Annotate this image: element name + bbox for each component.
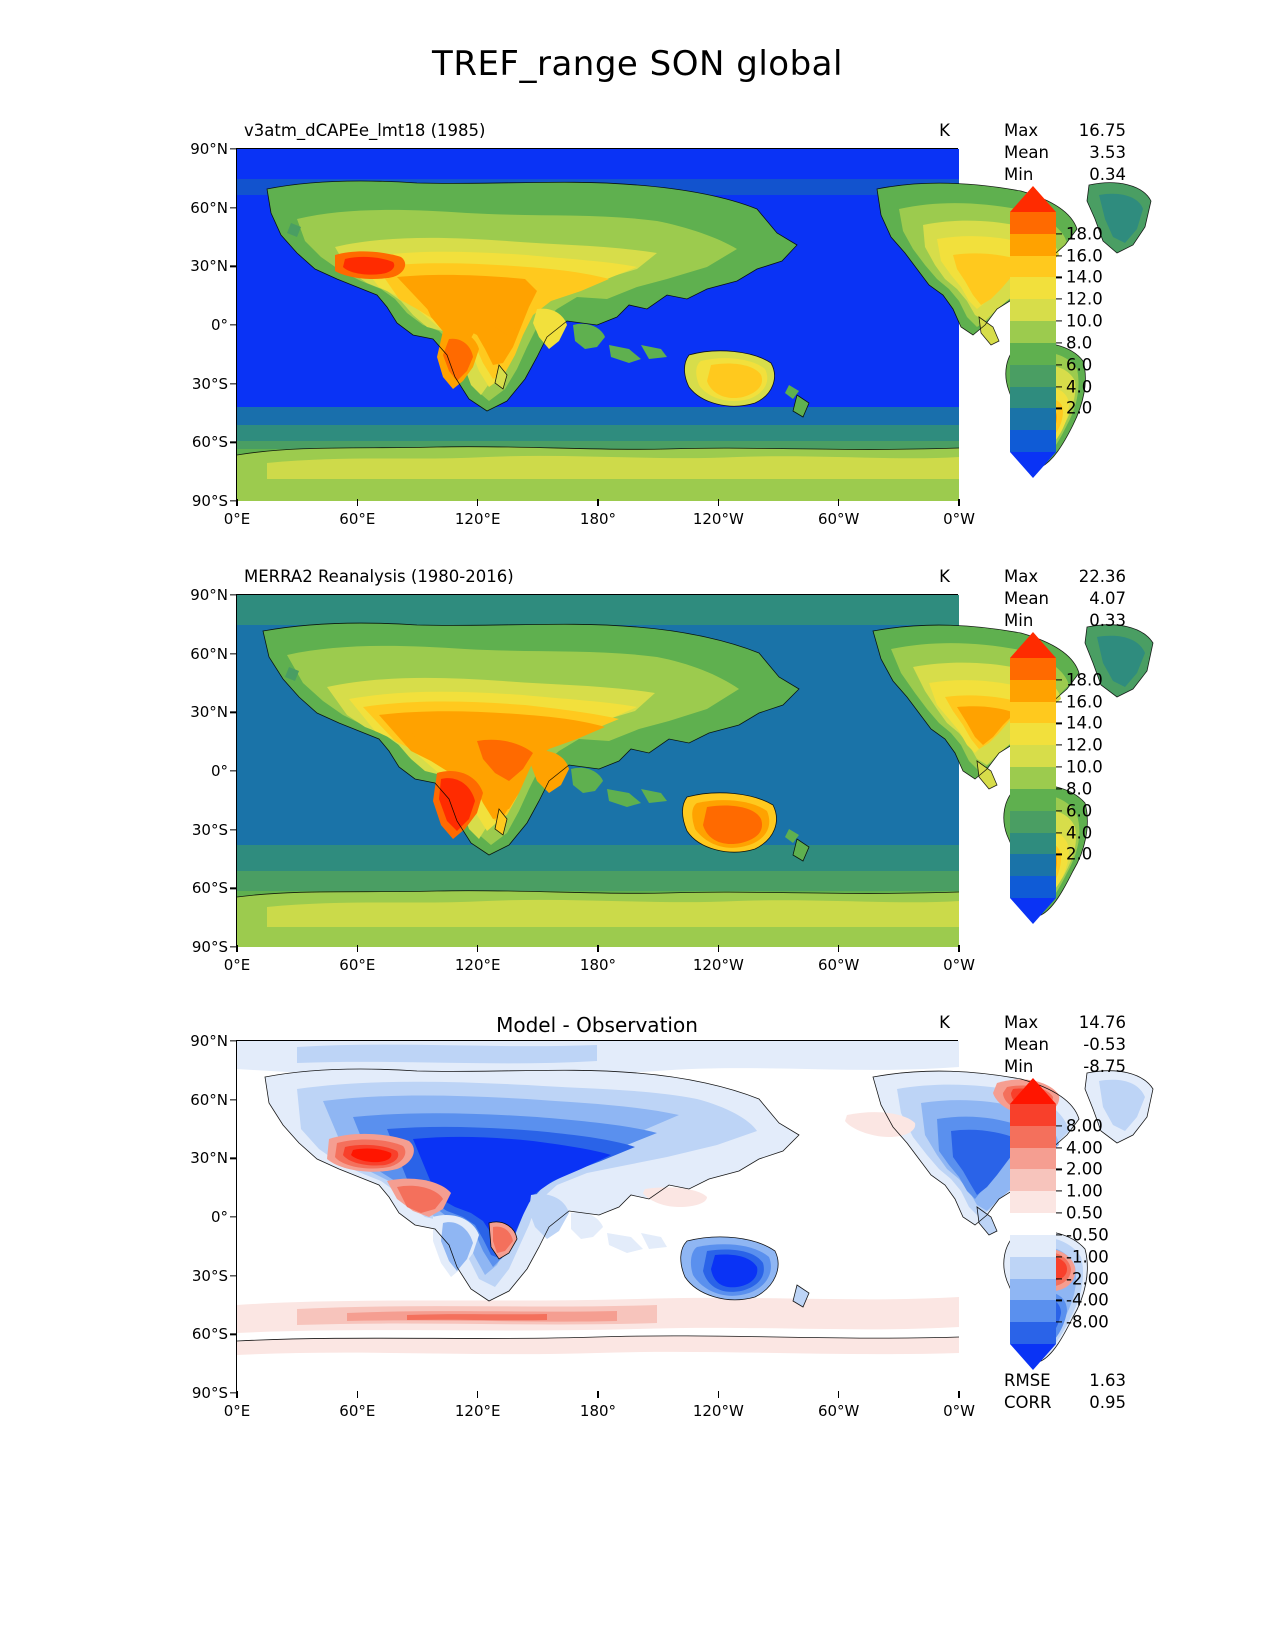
map-image-difference (237, 1041, 959, 1393)
colorbar-tick-label: 14.0 (1066, 267, 1103, 287)
colorbar-tick-label: 6.0 (1066, 801, 1093, 821)
colorbar-tick-mark (1056, 364, 1062, 365)
colorbar-tick-label: 16.0 (1066, 246, 1103, 266)
colorbar-segment (1010, 789, 1056, 811)
colorbar-tick-label: 2.0 (1066, 398, 1093, 418)
x-axis-tick-label: 180° (579, 510, 617, 528)
map-difference (190, 1032, 975, 1420)
colorbar-tick-label: 10.0 (1066, 311, 1103, 331)
y-axis-tick-label: 60°N (190, 198, 228, 217)
colorbar-segment (1010, 723, 1056, 745)
x-axis-tick-label: 0°W (943, 1402, 975, 1420)
y-axis-tick-mark (230, 1040, 237, 1041)
y-axis-tick-label: 60°S (191, 1325, 228, 1344)
x-axis-tick-label: 0°E (223, 510, 251, 528)
y-axis-tick-mark (230, 1334, 237, 1335)
stats-difference (1004, 1012, 1126, 1078)
x-axis-tick-mark (357, 945, 358, 952)
colorbar-extend-min-arrow (1010, 1344, 1056, 1370)
x-axis-tick-label: 0°E (223, 1402, 251, 1420)
stat-row (1004, 1034, 1126, 1056)
x-axis-tick-label: 0°W (943, 510, 975, 528)
y-axis-tick-mark (230, 1275, 237, 1276)
stat-row (1004, 1392, 1126, 1414)
y-axis-tick-mark (230, 266, 237, 267)
stat-label: Max (1004, 567, 1039, 586)
y-axis-tick-mark (230, 324, 237, 325)
stat-row (1004, 120, 1126, 142)
stat-label: Min (1004, 165, 1034, 184)
colorbar-segment (1010, 833, 1056, 855)
colorbar-tick-label: 12.0 (1066, 289, 1103, 309)
colorbar-segment (1010, 1126, 1056, 1148)
stat-label: Mean (1004, 143, 1049, 162)
x-axis-tick-mark (718, 499, 719, 506)
colorbar-segment (1010, 854, 1056, 876)
colorbar-tick-label: -0.50 (1066, 1225, 1109, 1245)
x-axis-tick-label: 120°E (454, 510, 501, 528)
y-axis-tick-mark (230, 1099, 237, 1100)
y-axis-tick-mark (230, 442, 237, 443)
panel-title-model: v3atm_dCAPEe_lmt18 (1985) (244, 121, 486, 140)
colorbar-segment (1010, 343, 1056, 365)
x-axis-tick-label: 120°W (692, 956, 744, 974)
colorbar-segment (1010, 745, 1056, 767)
colorbar-tick-label: -4.00 (1066, 1290, 1109, 1310)
colorbar-segment (1010, 430, 1056, 452)
colorbar-tick-mark (1056, 386, 1062, 387)
stat-label: Mean (1004, 1035, 1049, 1054)
colorbar-segment (1010, 212, 1056, 234)
y-axis-tick-label: 30°S (191, 1266, 228, 1285)
x-axis-tick-mark (958, 1391, 959, 1398)
stat-label: Mean (1004, 589, 1049, 608)
colorbar-segment (1010, 1257, 1056, 1279)
colorbar-tick-mark (1056, 679, 1062, 680)
colorbar-tick-label: 8.0 (1066, 333, 1093, 353)
stat-value: 14.76 (1078, 1013, 1126, 1032)
colorbar-observation (1010, 632, 1103, 924)
x-axis-tick-label: 180° (579, 956, 617, 974)
colorbar-segment (1010, 702, 1056, 724)
stat-label: CORR (1004, 1393, 1052, 1412)
y-axis-tick-mark (230, 829, 237, 830)
panel-unit-difference: K (939, 1013, 950, 1032)
x-axis-tick-label: 120°W (692, 510, 744, 528)
x-axis-tick-label: 0°W (943, 956, 975, 974)
y-axis-tick-mark (230, 770, 237, 771)
colorbar-segment (1010, 1191, 1056, 1213)
colorbar-segment (1010, 1279, 1056, 1301)
x-axis-tick-mark (838, 945, 839, 952)
colorbar-tick-label: 18.0 (1066, 670, 1103, 690)
stat-label: Max (1004, 121, 1039, 140)
x-axis-tick-label: 120°E (454, 1402, 501, 1420)
y-axis-tick-mark (230, 207, 237, 208)
colorbar-segment (1010, 1104, 1056, 1126)
colorbar-tick-label: 8.00 (1066, 1116, 1103, 1136)
x-axis-tick-label: 60°E (339, 1402, 376, 1420)
colorbar-segment (1010, 234, 1056, 256)
colorbar-tick-mark (1056, 299, 1062, 300)
colorbar-extend-max-arrow (1010, 186, 1056, 212)
x-axis-tick-label: 60°W (817, 956, 860, 974)
y-axis-tick-label: 90°S (191, 1384, 228, 1402)
colorbar-tick-mark (1056, 320, 1062, 321)
colorbar-tick-mark (1056, 1191, 1062, 1192)
colorbar-extend-min-arrow (1010, 452, 1056, 478)
stats-model (1004, 120, 1126, 186)
colorbar-tick-mark (1056, 1300, 1062, 1301)
y-axis-tick-label: 0° (210, 762, 228, 780)
stat-value: 3.53 (1089, 143, 1126, 162)
x-axis-tick-mark (357, 499, 358, 506)
y-axis-tick-mark (230, 1216, 237, 1217)
x-axis-tick-mark (477, 1391, 478, 1398)
stat-value: 0.95 (1089, 1393, 1126, 1412)
panel-unit-model: K (939, 121, 950, 140)
x-axis-tick-mark (597, 1391, 598, 1398)
y-axis-tick-mark (230, 712, 237, 713)
colorbar-tick-mark (1056, 277, 1062, 278)
stat-row (1004, 566, 1126, 588)
colorbar-tick-label: 10.0 (1066, 757, 1103, 777)
y-axis-tick-mark (230, 383, 237, 384)
x-axis-tick-mark (958, 499, 959, 506)
colorbar-tick-mark (1056, 788, 1062, 789)
colorbar-tick-label: -1.00 (1066, 1247, 1109, 1267)
colorbar-tick-label: 8.0 (1066, 779, 1093, 799)
stat-value: 1.63 (1089, 1371, 1126, 1390)
x-axis-tick-mark (958, 945, 959, 952)
x-axis-tick-mark (597, 945, 598, 952)
colorbar-segment (1010, 767, 1056, 789)
colorbar-segment (1010, 387, 1056, 409)
stat-row (1004, 610, 1126, 632)
x-axis-tick-label: 180° (579, 1402, 617, 1420)
x-axis-tick-mark (357, 1391, 358, 1398)
stat-label: Min (1004, 1057, 1034, 1076)
colorbar-tick-mark (1056, 701, 1062, 702)
stat-value: 4.07 (1089, 589, 1126, 608)
map-image-observation (237, 595, 959, 947)
stat-row (1004, 1370, 1126, 1392)
x-axis-tick-label: 60°E (339, 956, 376, 974)
colorbar-extend-max-arrow (1010, 632, 1056, 658)
x-axis-tick-label: 60°E (339, 510, 376, 528)
colorbar-segment (1010, 1300, 1056, 1322)
y-axis-tick-mark (230, 148, 237, 149)
x-axis-tick-mark (838, 499, 839, 506)
map-image-model (237, 149, 959, 501)
y-axis-tick-label: 30°N (190, 257, 228, 276)
map-observation (190, 586, 975, 974)
y-axis-tick-mark (230, 594, 237, 595)
colorbar-tick-mark (1056, 1322, 1062, 1323)
page-title: TREF_range SON global (432, 44, 843, 84)
colorbar-tick-mark (1056, 255, 1062, 256)
stat-label: RMSE (1004, 1371, 1051, 1390)
colorbar-tick-mark (1056, 342, 1062, 343)
colorbar-tick-label: 14.0 (1066, 713, 1103, 733)
colorbar-tick-label: 16.0 (1066, 692, 1103, 712)
colorbar-tick-label: 18.0 (1066, 224, 1103, 244)
map-model (190, 140, 975, 528)
x-axis-tick-mark (718, 1391, 719, 1398)
y-axis-tick-label: 30°S (191, 820, 228, 839)
colorbar-tick-mark (1056, 1147, 1062, 1148)
colorbar-tick-mark (1056, 1256, 1062, 1257)
colorbar-segment (1010, 1169, 1056, 1191)
y-axis-tick-label: 30°S (191, 374, 228, 393)
y-axis-tick-label: 90°S (191, 938, 228, 956)
stat-value: -0.53 (1083, 1035, 1126, 1054)
colorbar-tick-label: -2.00 (1066, 1269, 1109, 1289)
colorbar-tick-mark (1056, 832, 1062, 833)
y-axis-tick-label: 90°N (190, 586, 228, 604)
stat-row (1004, 164, 1126, 186)
colorbar-segment (1010, 658, 1056, 680)
stat-row (1004, 588, 1126, 610)
x-axis-tick-label: 0°E (223, 956, 251, 974)
y-axis-tick-label: 90°N (190, 140, 228, 158)
x-axis-tick-mark (597, 499, 598, 506)
y-axis-tick-mark (230, 1158, 237, 1159)
x-axis-tick-mark (236, 499, 237, 506)
x-axis-tick-label: 60°W (817, 510, 860, 528)
stat-value: 0.33 (1089, 611, 1126, 630)
colorbar-tick-mark (1056, 810, 1062, 811)
x-axis-tick-mark (236, 945, 237, 952)
x-axis-tick-label: 120°W (692, 1402, 744, 1420)
colorbar-tick-label: 2.0 (1066, 844, 1093, 864)
colorbar-tick-mark (1056, 408, 1062, 409)
colorbar-tick-label: 4.0 (1066, 377, 1093, 397)
colorbar-extend-max-arrow (1010, 1078, 1056, 1104)
colorbar-segment (1010, 1148, 1056, 1170)
colorbar-segment (1010, 1213, 1056, 1235)
colorbar-tick-mark (1056, 1278, 1062, 1279)
stat-value: 22.36 (1078, 567, 1126, 586)
x-axis-tick-mark (477, 945, 478, 952)
colorbar-segment (1010, 1235, 1056, 1257)
panel-unit-observation: K (939, 567, 950, 586)
stat-label: Max (1004, 1013, 1039, 1032)
colorbar-tick-label: 2.00 (1066, 1159, 1103, 1179)
y-axis-tick-mark (230, 653, 237, 654)
stat-value: 16.75 (1078, 121, 1126, 140)
colorbar-segment (1010, 277, 1056, 299)
colorbar-segment (1010, 811, 1056, 833)
colorbar-segment (1010, 680, 1056, 702)
colorbar-tick-mark (1056, 766, 1062, 767)
colorbar-tick-label: 6.0 (1066, 355, 1093, 375)
colorbar-tick-mark (1056, 723, 1062, 724)
colorbar-segment (1010, 299, 1056, 321)
y-axis-tick-label: 0° (210, 316, 228, 334)
stat-value: 0.34 (1089, 165, 1126, 184)
colorbar-tick-mark (1056, 745, 1062, 746)
footer-stats-difference (1004, 1370, 1126, 1414)
colorbar-segment (1010, 256, 1056, 278)
colorbar-tick-label: 4.00 (1066, 1138, 1103, 1158)
colorbar-tick-label: 0.50 (1066, 1203, 1103, 1223)
y-axis-tick-label: 30°N (190, 1149, 228, 1168)
colorbar-segment (1010, 876, 1056, 898)
y-axis-tick-label: 30°N (190, 703, 228, 722)
y-axis-tick-label: 90°S (191, 492, 228, 510)
stat-value: -8.75 (1083, 1057, 1126, 1076)
colorbar-tick-label: 4.0 (1066, 823, 1093, 843)
y-axis-tick-label: 60°N (190, 644, 228, 663)
colorbar-model (1010, 186, 1103, 478)
y-axis-tick-mark (230, 888, 237, 889)
colorbar-tick-label: 1.00 (1066, 1181, 1103, 1201)
x-axis-tick-mark (477, 499, 478, 506)
panel-title-observation: MERRA2 Reanalysis (1980-2016) (244, 567, 514, 586)
colorbar-extend-min-arrow (1010, 898, 1056, 924)
y-axis-tick-label: 60°N (190, 1090, 228, 1109)
stat-row (1004, 142, 1126, 164)
y-axis-tick-label: 60°S (191, 433, 228, 452)
y-axis-tick-label: 0° (210, 1208, 228, 1226)
y-axis-tick-label: 90°N (190, 1032, 228, 1050)
colorbar-tick-label: 12.0 (1066, 735, 1103, 755)
colorbar-tick-label: -8.00 (1066, 1312, 1109, 1332)
colorbar-tick-mark (1056, 1212, 1062, 1213)
x-axis-tick-mark (718, 945, 719, 952)
panel-title-difference: Model - Observation (496, 1013, 698, 1037)
x-axis-tick-mark (838, 1391, 839, 1398)
stat-row (1004, 1012, 1126, 1034)
colorbar-tick-mark (1056, 1234, 1062, 1235)
stats-observation (1004, 566, 1126, 632)
colorbar-difference (1010, 1078, 1109, 1370)
colorbar-segment (1010, 365, 1056, 387)
colorbar-segment (1010, 408, 1056, 430)
colorbar-tick-mark (1056, 1169, 1062, 1170)
colorbar-segment (1010, 1322, 1056, 1344)
x-axis-tick-label: 60°W (817, 1402, 860, 1420)
x-axis-tick-label: 120°E (454, 956, 501, 974)
colorbar-tick-mark (1056, 854, 1062, 855)
stat-label: Min (1004, 611, 1034, 630)
y-axis-tick-label: 60°S (191, 879, 228, 898)
colorbar-segment (1010, 321, 1056, 343)
colorbar-tick-mark (1056, 233, 1062, 234)
x-axis-tick-mark (236, 1391, 237, 1398)
colorbar-tick-mark (1056, 1125, 1062, 1126)
stat-row (1004, 1056, 1126, 1078)
